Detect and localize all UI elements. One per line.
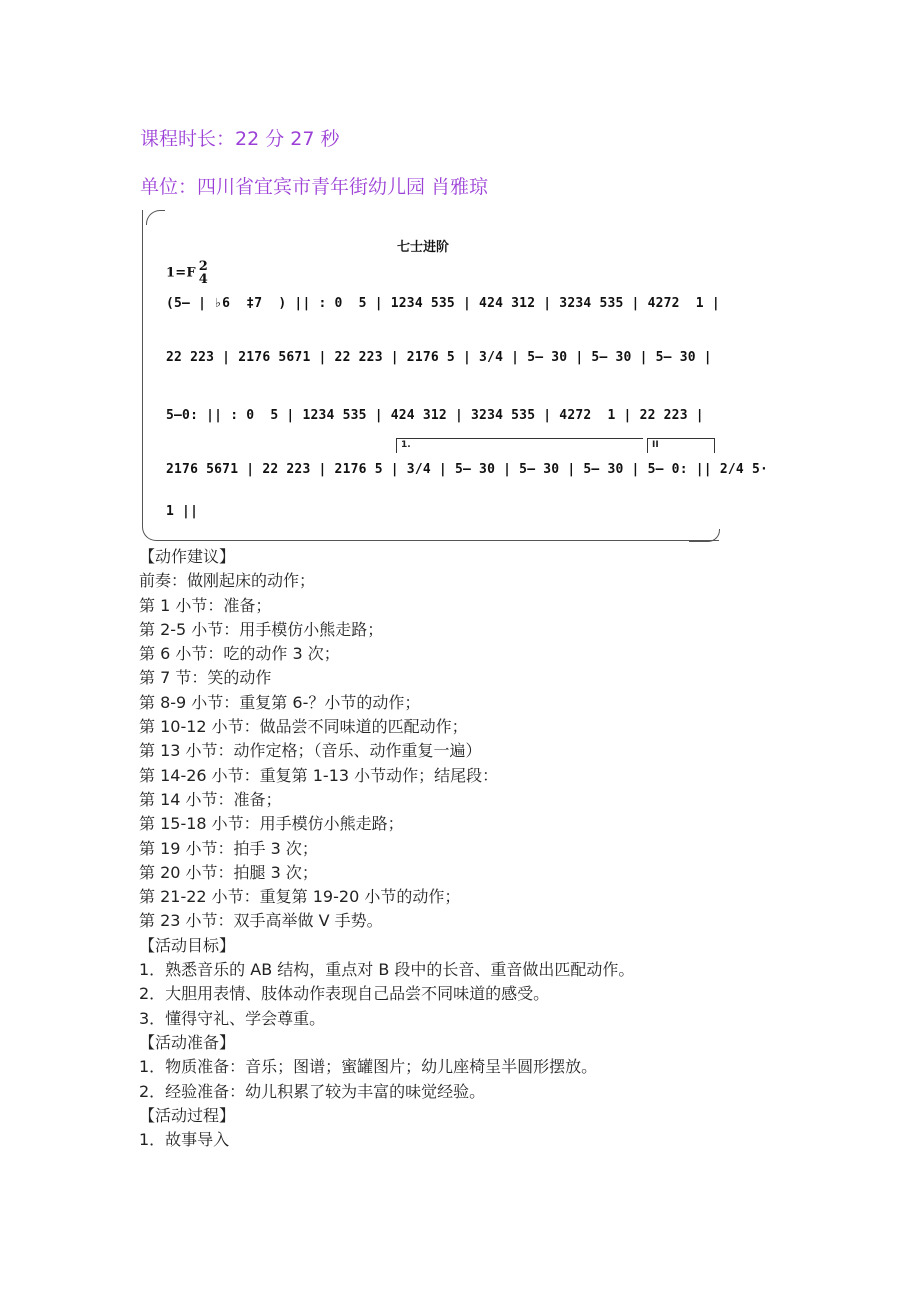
time-signature xyxy=(199,260,208,286)
author-unit: 单位：四川省宜宾市青年街幼儿园 肖雅琼 xyxy=(140,176,489,198)
text-line: 【活动目标】 xyxy=(139,935,236,955)
text-line: 第 21-22 小节：重复第 19-20 小节的动作； xyxy=(139,887,461,907)
text-line: 第 19 小节：拍手 3 次； xyxy=(139,838,318,858)
text-line: 1．物质准备：音乐；图谱；蜜罐图片；幼儿座椅呈半圆形摆放。 xyxy=(139,1057,598,1077)
score-line-3: 5—0: || : 0 5 | 1234 535 | 424 312 | 3234 535 | 4272 1 | 22 223 | xyxy=(166,408,704,423)
time-numerator: 2 xyxy=(198,259,209,274)
text-line: 1．熟悉音乐的 AB 结构，重点对 B 段中的长音、重音做出匹配动作。 xyxy=(139,960,635,980)
volta-label-2: II xyxy=(652,440,659,450)
text-line: 第 23 小节：双手高举做 V 手势。 xyxy=(139,911,383,931)
text-line: 第 14-26 小节：重复第 1-13 小节动作；结尾段： xyxy=(139,765,499,785)
text-line: 第 10-12 小节：做品尝不同味道的匹配动作； xyxy=(139,717,468,737)
time-denominator: 4 xyxy=(198,272,209,287)
score-frame xyxy=(142,210,719,541)
text-line: 第 8-9 小节：重复第 6-？小节的动作； xyxy=(139,692,421,712)
text-line: 【活动准备】 xyxy=(139,1032,236,1052)
text-line: 第 20 小节：拍腿 3 次； xyxy=(139,862,318,882)
text-line: 2．经验准备：幼儿积累了较为丰富的味觉经验。 xyxy=(139,1081,486,1101)
course-duration: 课程时长：22 分 27 秒 xyxy=(140,128,340,150)
score-line-1: (5— | ♭6 ‡7 ) || : 0 5 | 1234 535 | 424 312 | 3234 535 | 4272 1 | xyxy=(166,296,720,311)
score-line-4: 2176 5671 | 22 223 | 2176 5 | 3/4 | 5— 30 | 5— 30 | 5— 30 | 5— 0: || 2/4 5· xyxy=(166,462,768,477)
text-line: 第 13 小节：动作定格；（音乐、动作重复一遍） xyxy=(139,741,482,761)
text-line: 第 6 小节：吃的动作 3 次； xyxy=(139,644,340,664)
text-line: 第 2-5 小节：用手模仿小熊走路； xyxy=(139,619,384,639)
text-line: 第 14 小节：准备； xyxy=(139,789,282,809)
key-label: 1=F xyxy=(166,265,196,281)
text-line: 第 7 节：笑的动作 xyxy=(139,668,272,688)
text-line: 前奏：做刚起床的动作； xyxy=(139,571,316,591)
text-line: 3．懂得守礼、学会尊重。 xyxy=(139,1008,326,1028)
music-score-image xyxy=(142,210,768,542)
volta-bracket-2 xyxy=(647,438,715,453)
text-line: 1．故事导入 xyxy=(139,1130,230,1150)
text-line: 【动作建议】 xyxy=(139,547,236,566)
score-title: 七士进阶 xyxy=(397,240,450,255)
text-line: 【活动过程】 xyxy=(139,1105,236,1125)
text-line: 第 1 小节：准备； xyxy=(139,595,272,615)
score-key-signature xyxy=(166,260,208,286)
score-line-2: 22 223 | 2176 5671 | 22 223 | 2176 5 | 3/4 | 5— 30 | 5— 30 | 5— 30 | xyxy=(166,350,712,365)
text-line: 2．大胆用表情、肢体动作表现自己品尝不同味道的感受。 xyxy=(139,984,550,1004)
lesson-text xyxy=(139,545,879,1152)
text-line: 第 15-18 小节：用手模仿小熊走路； xyxy=(139,814,404,834)
score-line-5: 1 || xyxy=(166,504,199,519)
volta-bracket-1 xyxy=(396,438,643,453)
volta-label-1: 1. xyxy=(401,440,411,450)
